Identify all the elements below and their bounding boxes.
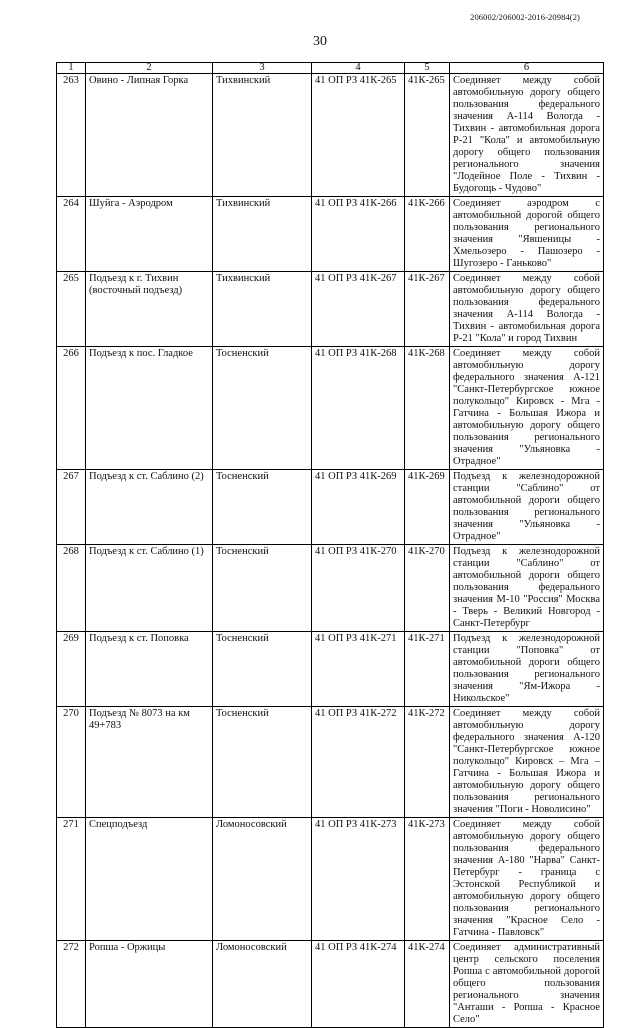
column-header: 1 <box>57 63 86 74</box>
road-code: 41К-267 <box>405 272 450 347</box>
road-id: 41 ОП РЗ 41К-268 <box>312 347 405 470</box>
table-header-row <box>57 63 604 74</box>
road-description: Соединяет аэродром с автомобильной дорогой общего пользования регионального значения "Явшеницы - Хмельозеро - Пашозеро - Шугозеро - Ганьково" <box>450 197 604 272</box>
road-id: 41 ОП РЗ 41К-274 <box>312 941 405 1028</box>
road-code: 41К-266 <box>405 197 450 272</box>
row-number: 268 <box>57 545 86 632</box>
row-number: 271 <box>57 818 86 941</box>
road-register-table <box>56 62 604 1028</box>
road-description: Соединяет между собой автомобильную дорогу федерального значения А-120 "Санкт-Петербургское южное полукольцо" Кировск – Мга – Гатчина - Большая Ижора и автомобильную дорогу общего пользования регионального значения "Поги - Новолисино" <box>450 707 604 818</box>
road-code: 41К-271 <box>405 632 450 707</box>
road-description: Подъезд к железнодорожной станции "Саблино" от автомобильной дороги общего пользования регионального значения "Ульяновка - Отрадное" <box>450 470 604 545</box>
road-id: 41 ОП РЗ 41К-272 <box>312 707 405 818</box>
row-number: 263 <box>57 74 86 197</box>
district: Тихвинский <box>213 197 312 272</box>
road-name: Подъезд к ст. Саблино (1) <box>86 545 213 632</box>
column-header: 5 <box>405 63 450 74</box>
road-name: Подъезд к г. Тихвин (восточный подъезд) <box>86 272 213 347</box>
road-code: 41К-274 <box>405 941 450 1028</box>
table-row <box>57 74 604 197</box>
road-description: Соединяет между собой автомобильную дорогу общего пользования федерального значения А-114 Вологда - Тихвин - автомобильная дорога Р-21 "Кола" и город Тихвин <box>450 272 604 347</box>
row-number: 272 <box>57 941 86 1028</box>
road-id: 41 ОП РЗ 41К-265 <box>312 74 405 197</box>
district: Тихвинский <box>213 74 312 197</box>
road-code: 41К-273 <box>405 818 450 941</box>
row-number: 269 <box>57 632 86 707</box>
district: Тосненский <box>213 347 312 470</box>
road-description: Соединяет между собой автомобильную дорогу общего пользования федерального значения А-180 "Нарва" Санкт-Петербург - граница с Эстонской Республикой и автомобильную дорогу общего пользования регионального значения "Красное Село - Гатчина - Павловск" <box>450 818 604 941</box>
road-name: Подъезд к ст. Поповка <box>86 632 213 707</box>
road-name: Шуйга - Аэродром <box>86 197 213 272</box>
table-row <box>57 818 604 941</box>
row-number: 265 <box>57 272 86 347</box>
road-description: Соединяет между собой автомобильную дорогу общего пользования федерального значения А-114 Вологда - Тихвин - автомобильная дорога Р-21 "Кола" и автомобильную дорогу общего пользования регионального значения "Лодейное Поле - Тихвин - Будогощь - Чудово" <box>450 74 604 197</box>
table-row <box>57 707 604 818</box>
district: Тосненский <box>213 545 312 632</box>
road-name: Овино - Липная Горка <box>86 74 213 197</box>
road-code: 41К-270 <box>405 545 450 632</box>
road-code: 41К-272 <box>405 707 450 818</box>
road-id: 41 ОП РЗ 41К-270 <box>312 545 405 632</box>
district: Тосненский <box>213 632 312 707</box>
road-name: Подъезд № 8073 на км 49+783 <box>86 707 213 818</box>
district: Тихвинский <box>213 272 312 347</box>
column-header: 6 <box>450 63 604 74</box>
column-header: 4 <box>312 63 405 74</box>
page-number: 30 <box>313 34 327 49</box>
table-row <box>57 347 604 470</box>
road-name: Подъезд к ст. Саблино (2) <box>86 470 213 545</box>
district: Тосненский <box>213 707 312 818</box>
road-name: Ропша - Оржицы <box>86 941 213 1028</box>
row-number: 266 <box>57 347 86 470</box>
document-reference: 206002/206002-2016-20984(2) <box>470 12 580 22</box>
road-description: Подъезд к железнодорожной станции "Поповка" от автомобильной дороги общего пользования регионального значения "Ям-Ижора - Никольское" <box>450 632 604 707</box>
road-description: Соединяет между собой автомобильную дорогу федерального значения А-121 "Санкт-Петербургское южное полукольцо" Кировск - Мга - Гатчина - Большая Ижора и автомобильную дорогу общего пользования регионального значения "Ульяновка - Отрадное" <box>450 347 604 470</box>
table-row <box>57 632 604 707</box>
row-number: 270 <box>57 707 86 818</box>
table-row <box>57 272 604 347</box>
road-name: Подъезд к пос. Гладкое <box>86 347 213 470</box>
table-row <box>57 545 604 632</box>
table-row <box>57 941 604 1028</box>
road-id: 41 ОП РЗ 41К-273 <box>312 818 405 941</box>
road-id: 41 ОП РЗ 41К-269 <box>312 470 405 545</box>
table-row <box>57 470 604 545</box>
row-number: 264 <box>57 197 86 272</box>
road-name: Спецподъезд <box>86 818 213 941</box>
district: Ломоносовский <box>213 818 312 941</box>
table-row <box>57 197 604 272</box>
road-id: 41 ОП РЗ 41К-266 <box>312 197 405 272</box>
road-id: 41 ОП РЗ 41К-271 <box>312 632 405 707</box>
column-header: 2 <box>86 63 213 74</box>
district: Ломоносовский <box>213 941 312 1028</box>
district: Тосненский <box>213 470 312 545</box>
road-description: Соединяет административный центр сельского поселения Ропша с автомобильной дорогой общего пользования регионального значения "Анташи - Ропша - Красное Село" <box>450 941 604 1028</box>
road-code: 41К-265 <box>405 74 450 197</box>
road-code: 41К-268 <box>405 347 450 470</box>
row-number: 267 <box>57 470 86 545</box>
road-description: Подъезд к железнодорожной станции "Саблино" от автомобильной дороги общего пользования федерального значения М-10 "Россия" Москва - Тверь - Великий Новгород - Санкт-Петербург <box>450 545 604 632</box>
road-id: 41 ОП РЗ 41К-267 <box>312 272 405 347</box>
road-code: 41К-269 <box>405 470 450 545</box>
column-header: 3 <box>213 63 312 74</box>
